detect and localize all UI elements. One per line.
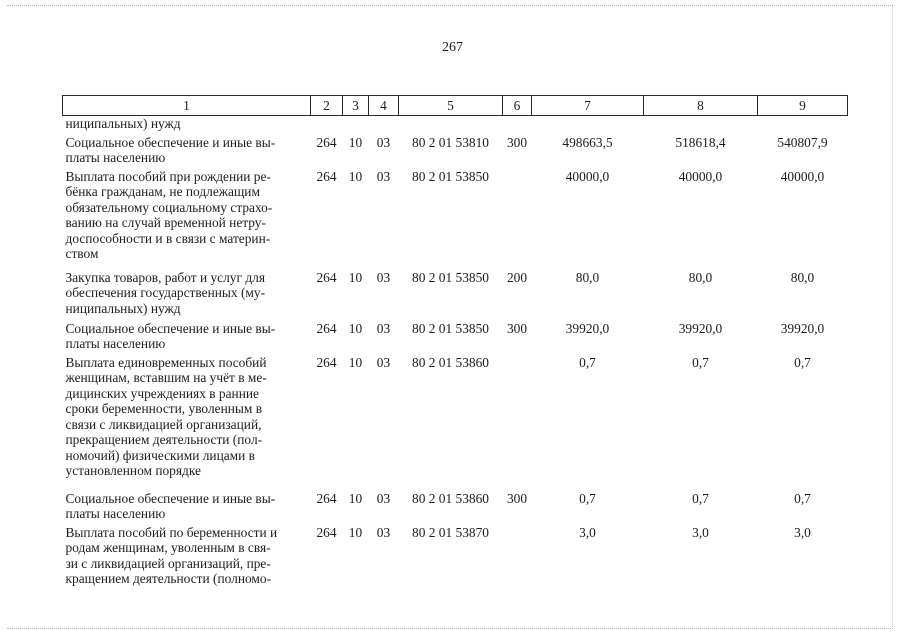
description-line: Социальное обеспечение и иные вы- [65,490,276,506]
amount-year-1: 0,7 [579,354,596,370]
header-cell: 7 [532,96,644,116]
description-line: Закупка товаров, работ и услуг для [65,269,265,285]
section-code: 10 [348,269,363,285]
header-cell: 6 [503,96,532,116]
header-cell: 3 [343,96,369,116]
admin-code [311,116,343,133]
section-code: 10 [348,354,363,370]
admin-code: 264 [316,354,337,370]
description-line: кращением деятельности (полномо- [65,571,272,586]
target-code: 80 2 01 53860 [412,490,489,506]
amount-year-3: 40000,0 [780,168,825,184]
expense-type-code: 300 [506,134,528,150]
amount-year-1: 40000,0 [565,168,610,184]
row-description [63,167,311,268]
amount-year-3: 3,0 [794,524,811,540]
table-row [63,489,848,523]
table-row [63,116,848,133]
section-code: 10 [348,134,363,150]
header-cell: 9 [758,96,848,116]
expense-type-code [503,353,532,489]
subsection-code: 03 [376,524,391,540]
target-code: 80 2 01 53850 [412,168,489,184]
description-line: номочий) физическими лицами в [65,447,255,463]
subsection-code: 03 [376,490,391,506]
amount-year-1: 39920,0 [565,320,610,336]
description-line: связи с ликвидацией организаций, [65,416,262,432]
header-cell: 8 [644,96,758,116]
target-code: 80 2 01 53850 [412,269,489,285]
section-code: 10 [348,524,363,540]
row-description [63,319,311,353]
expense-type-code: 300 [506,490,528,506]
header-cell: 4 [369,96,399,116]
header-cell: 1 [63,96,311,116]
row-description [63,268,311,319]
amount-year-2: 0,7 [692,490,709,506]
description-line: ниципальных) нужд [65,300,181,316]
table-body [63,116,848,591]
description-line: родам женщинам, уволенным в свя- [65,540,271,555]
description-line: Выплата единовременных пособий [65,354,267,370]
description-line: бёнка гражданам, не подлежащим [65,184,260,199]
description-line: ниципальных) нужд [65,116,181,131]
description-line: платы населению [65,150,166,165]
description-line: дицинских учреждениях в ранние [65,385,259,401]
admin-code: 264 [316,320,337,336]
target-code: 80 2 01 53860 [412,354,489,370]
description-line: ством [65,246,99,261]
expense-type-code [503,116,532,133]
subsection-code: 03 [376,134,391,150]
amount-year-2: 3,0 [692,524,709,540]
row-description [63,133,311,167]
table-row [63,319,848,353]
subsection-code [369,116,399,133]
subsection-code: 03 [376,269,391,285]
amount-year-1: 0,7 [579,490,596,506]
amount-year-3: 39920,0 [780,320,825,336]
admin-code: 264 [316,134,337,150]
description-line: доспособности и в связи с материн- [65,230,271,246]
subsection-code: 03 [376,168,391,184]
expense-type-code [503,167,532,268]
amount-year-3: 0,7 [794,354,811,370]
table-row [63,133,848,167]
description-line: Социальное обеспечение и иные вы- [65,320,276,336]
description-line: платы населению [65,506,166,521]
row-description [63,489,311,523]
budget-table [62,95,848,591]
amount-year-1 [532,116,644,133]
description-line: установленном порядке [65,463,201,478]
row-description [63,353,311,489]
table-row [63,167,848,268]
target-code: 80 2 01 53850 [412,320,489,336]
subsection-code: 03 [376,320,391,336]
description-line: ванию на случай временной нетру- [65,215,266,230]
section-code: 10 [348,490,363,506]
amount-year-2 [644,116,758,133]
amount-year-3: 80,0 [790,269,815,285]
subsection-code: 03 [376,354,391,370]
expense-type-code: 300 [506,320,528,336]
section-code: 10 [348,320,363,336]
amount-year-2: 40000,0 [678,168,723,184]
amount-year-2: 0,7 [692,354,709,370]
amount-year-2: 80,0 [688,269,713,285]
page-number: 267 [442,40,463,55]
section-code [343,116,369,133]
amount-year-3 [758,116,848,133]
amount-year-1: 498663,5 [562,134,613,150]
description-line: Выплата пособий при рождении ре- [65,168,271,184]
target-code: 80 2 01 53870 [412,524,489,540]
table-row [63,523,848,591]
description-line: Социальное обеспечение и иные вы- [65,134,276,150]
row-description [63,523,311,591]
description-line: обеспечения государственных (му- [65,285,266,300]
table-row [63,353,848,489]
amount-year-1: 3,0 [579,524,596,540]
description-line: Выплата пособий по беременности и [65,524,278,540]
header-cell: 2 [311,96,343,116]
amount-year-2: 518618,4 [675,134,726,150]
amount-year-3: 0,7 [794,490,811,506]
admin-code: 264 [316,490,337,506]
amount-year-1: 80,0 [575,269,600,285]
amount-year-3: 540807,9 [777,134,828,150]
admin-code: 264 [316,524,337,540]
admin-code: 264 [316,168,337,184]
description-line: зи с ликвидацией организаций, пре- [65,555,271,571]
section-code: 10 [348,168,363,184]
amount-year-2: 39920,0 [678,320,723,336]
target-code [399,116,503,133]
header-cell: 5 [399,96,503,116]
description-line: платы населению [65,336,166,351]
admin-code: 264 [316,269,337,285]
description-line: обязательному социальному страхо- [65,199,273,215]
expense-type-code [503,523,532,591]
description-line: прекращением деятельности (пол- [65,432,263,447]
description-line: женщинам, вставшим на учёт в ме- [65,370,267,385]
description-line: сроки беременности, уволенным в [65,401,263,416]
table-row [63,268,848,319]
header-row [63,96,848,116]
row-description [63,116,311,133]
expense-type-code: 200 [506,269,528,285]
target-code: 80 2 01 53810 [412,134,489,150]
